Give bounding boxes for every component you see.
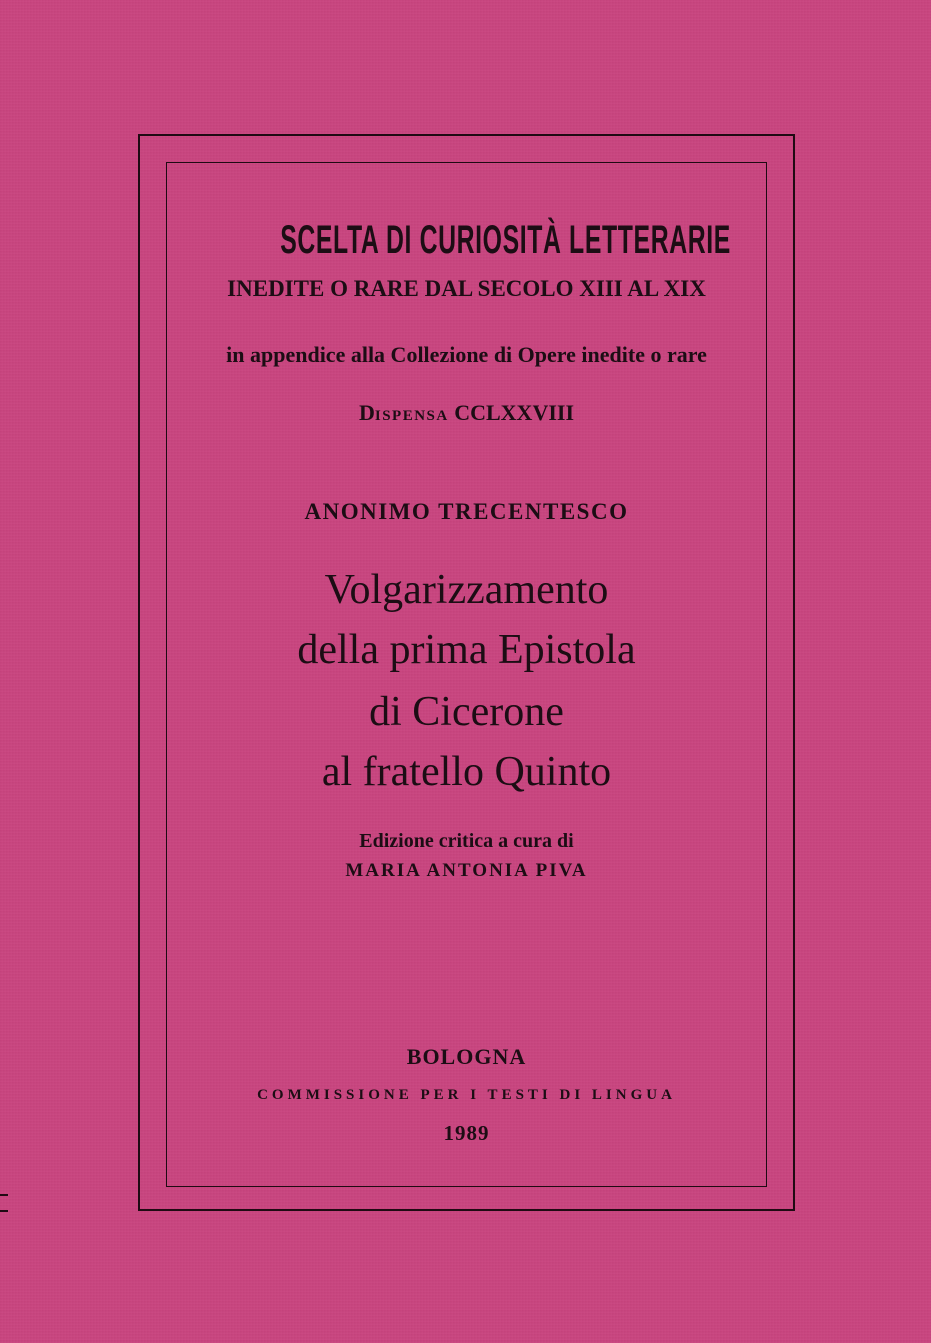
book-title-line: al fratello Quinto xyxy=(321,749,612,795)
edge-tick-mark xyxy=(0,1194,8,1212)
book-title-line: di Cicerone xyxy=(369,689,564,735)
imprint-city: BOLOGNA xyxy=(406,1044,527,1069)
series-subtitle: INEDITE O RARE DAL SECOLO XIII AL XIX xyxy=(227,276,706,301)
imprint-publisher: COMMISSIONE PER I TESTI DI LINGUA xyxy=(257,1087,676,1103)
series-appendix-note: in appendice alla Collezione di Opere inedite o rare xyxy=(226,342,707,367)
imprint-year: 1989 xyxy=(443,1121,490,1145)
editor-name: MARIA ANTONIA PIVA xyxy=(345,860,588,881)
book-author: ANONIMO TRECENTESCO xyxy=(304,499,629,524)
dispensa-label: ISPENSA xyxy=(374,408,449,424)
dispensa-number: CCLXXVIII xyxy=(454,400,575,425)
book-title-line: Volgarizzamento xyxy=(324,567,609,613)
dispensa-line xyxy=(166,398,767,431)
edition-note: Edizione critica a cura di xyxy=(359,830,574,852)
dispensa-initial: D xyxy=(358,400,375,425)
series-title: SCELTA DI CURIOSITÀ LETTERARIE xyxy=(280,218,731,262)
book-title-line: della prima Epistola xyxy=(297,627,636,673)
